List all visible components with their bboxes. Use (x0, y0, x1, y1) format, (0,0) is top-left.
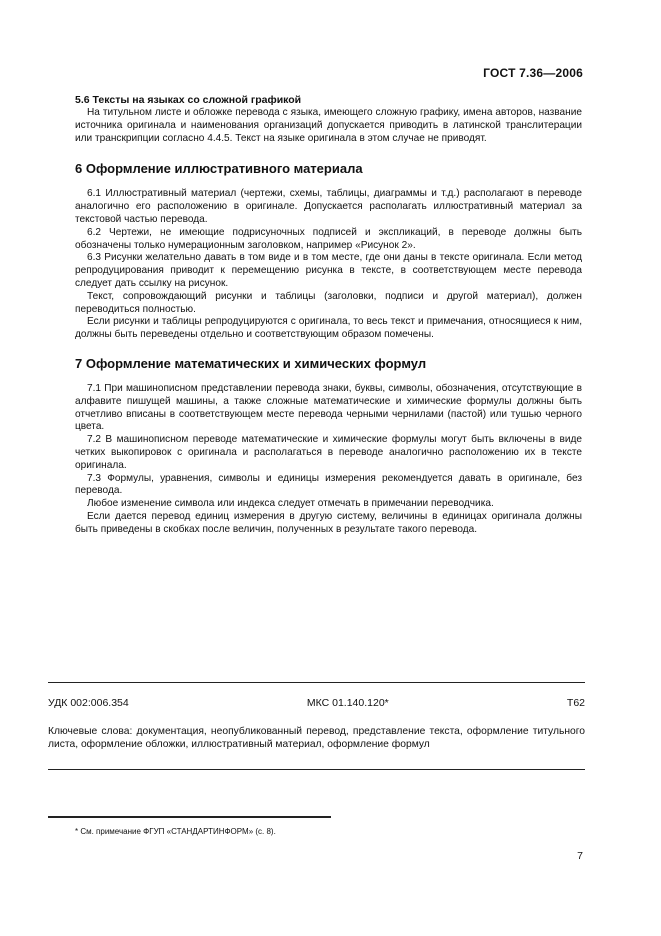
paragraph-7-3: 7.3 Формулы, уравнения, символы и единицы измерения рекомендуется давать в оригинале, без перевода. (75, 472, 582, 497)
divider-top (48, 682, 585, 683)
divider-bottom (48, 769, 585, 770)
standard-header: ГОСТ 7.36—2006 (483, 66, 583, 80)
footnote: * См. примечание ФГУП «СТАНДАРТИНФОРМ» (с. 8). (75, 827, 276, 836)
paragraph-6-3-text: Текст, сопровождающий рисунки и таблицы (заголовки, подписи и другой материал), должен переводиться полностью. (75, 290, 582, 315)
section-5-6-paragraph: На титульном листе и обложке перевода с языка, имеющего сложную графику, имена авторов, название источника оригинала и наименования организаций допускается приводить в латинской транслитерации или транскрипции согласно 4.4.5. Текст на языке оригинала в этом случае не приводят. (75, 107, 582, 144)
category-code: Т62 (566, 697, 585, 709)
section-7-heading: 7 Оформление математических и химических формул (75, 355, 427, 371)
paragraph-6-3: 6.3 Рисунки желательно давать в том виде и в том месте, где они даны в тексте оригинала. Если метод репродуцирования приводит к перемещению рисунка в тексте, в соответствующем месте перевода следует дать ссылку на рисунок. (75, 252, 582, 289)
mks-code: МКС 01.140.120* (306, 697, 389, 709)
paragraph-7-3-symbol: Любое изменение символа или индекса следует отмечать в примечании переводчика. (87, 498, 494, 510)
paragraph-6-3-tables: Если рисунки и таблицы репродуцируются с оригинала, то весь текст и примечания, относящиеся к ним, должны быть переведены отдельно и соответствующим образом помечены. (75, 316, 582, 341)
classification-row (48, 697, 585, 709)
paragraph-6-1: 6.1 Иллюстративный материал (чертежи, схемы, таблицы, диаграммы и т.д.) располагают в переводе аналогично его расположению в оригинале. Допускается располагать иллюстративный материал за текстовой частью перевода. (75, 188, 582, 225)
paragraph-7-2: 7.2 В машинописном переводе математические и химические формулы могут быть включены в виде четких выкопировок с оригинала и располагаться в переводе аналогично расположению их в тексте оригинала. (75, 434, 582, 471)
keywords: Ключевые слова: документация, неопубликованный перевод, представление текста, оформление титульного листа, оформление обложки, иллюстративный материал, оформление формул (48, 726, 585, 750)
page-number: 7 (577, 850, 583, 862)
footnote-rule (48, 816, 331, 818)
main-content (75, 94, 582, 537)
paragraph-7-3-units: Если дается перевод единиц измерения в другую систему, величины в единицах оригинала должны быть приведены в скобках после величин, полученных в результате такого перевода. (75, 510, 582, 535)
section-6-heading: 6 Оформление иллюстративного материала (75, 161, 363, 177)
paragraph-7-1: 7.1 При машинописном представлении перевода знаки, буквы, символы, обозначения, отсутствующие в алфавите пишущей машины, а также сложные математические и химические формулы должны быть отчетливо вписаны в соответствующем месте перевода черными чернилами (пастой) или тушью черного цвета. (75, 382, 582, 433)
udk-code: УДК 002:006.354 (48, 697, 129, 709)
section-5-6-heading: 5.6 Тексты на языках со сложной графикой (75, 94, 302, 106)
paragraph-6-2: 6.2 Чертежи, не имеющие подрисуночных подписей и экспликаций, в переводе должны быть обозначены только нумерационным заголовком, например «Рисунок 2». (75, 226, 582, 251)
